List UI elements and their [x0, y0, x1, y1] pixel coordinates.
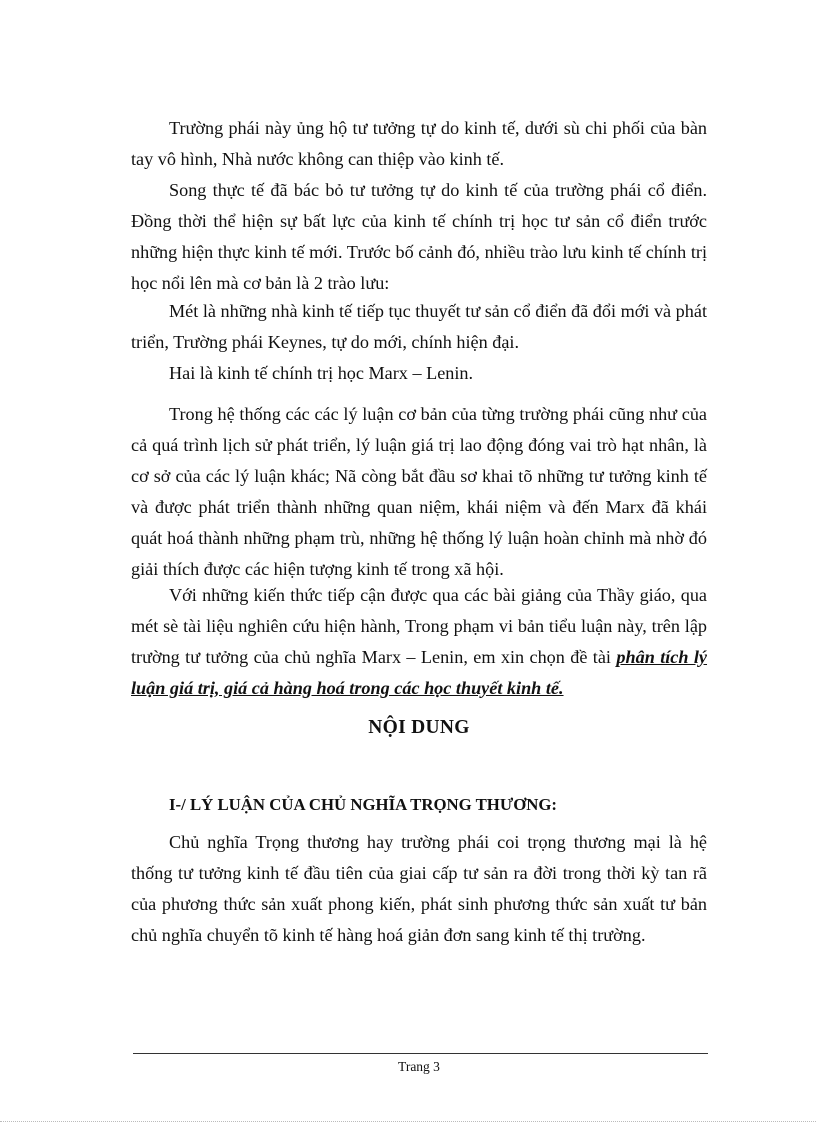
paragraph-classical-critique: Song thực tế đã bác bỏ tư tưởng tự do kinh tế của trường phái cổ điển. Đồng thời thể hiện sự bất lực của kinh tế chính trị học tư sản cổ điển trước những hiện thực kinh tế mới. Trước bố cảnh đó, nhiều trào lưu kinh tế chính trị học nổi lên mà cơ bản là 2 trào lưu: — [131, 180, 707, 293]
paragraph-first-trend: Mét là những nhà kinh tế tiếp tục thuyết tư sản cổ điển đã đổi mới và phát triển, Trường phái Keynes, tự do mới, chính hiện đại. — [131, 301, 707, 352]
topic-title: phân tích lý luận giá trị, giá cả hàng hoá trong các học thuyết kinh tế. — [131, 647, 708, 698]
paragraph-topic-choice — [131, 580, 707, 704]
paragraph-free-economy: Trường phái này ủng hộ tư tưởng tự do kinh tế, dưới sù chi phối của bàn tay vô hình, Nhà nước không can thiệp vào kinh tế. — [131, 118, 707, 169]
section-heading: I-/ LÝ LUẬN CỦA CHỦ NGHĨA TRỌNG THƯƠNG: — [169, 795, 558, 814]
content-heading: NỘI DUNG — [368, 717, 470, 738]
paragraph-mercantilism: Chủ nghĩa Trọng thương hay trường phái coi trọng thương mại là hệ thống tư tưởng kinh tế đầu tiên của giai cấp tư sản ra đời trong thời kỳ tan rã của phương thức sản xuất phong kiến, phát sinh phương thức sản xuất tư bản chủ nghĩa chuyển tõ kinh tế hàng hoá giản đơn sang kinh tế thị trường. — [131, 832, 707, 945]
footer-divider — [133, 1053, 708, 1054]
page-number: Trang 3 — [398, 1059, 440, 1074]
topic-intro-text: Với những kiến thức tiếp cận được qua các bài giảng của Thầy giáo, qua mét sè tài liệu nghiên cứu hiện hành, Trong phạm vi bản tiểu luận này, trên lập trường tư tưởng của chủ nghĩa Marx – Lenin, em xin chọn đề tài — [131, 585, 707, 667]
page-boundary — [0, 1121, 816, 1122]
paragraph-second-trend: Hai là kinh tế chính trị học Marx – Lenin. — [169, 363, 474, 383]
paragraph-value-theory: Trong hệ thống các các lý luận cơ bản của từng trường phái cũng như của cả quá trình lịch sử phát triển, lý luận giá trị lao động đóng vai trò hạt nhân, là cơ sở của các lý luận khác; Nã còng bắt đầu sơ khai tõ những tư tưởng kinh tế và được phát triển thành những quan niệm, khái niệm và đến Marx đã khái quát hoá thành những phạm trù, những hệ thống lý luận hoàn chỉnh mà nhờ đó giải thích được các hiện tượng kinh tế trong xã hội. — [131, 404, 707, 579]
